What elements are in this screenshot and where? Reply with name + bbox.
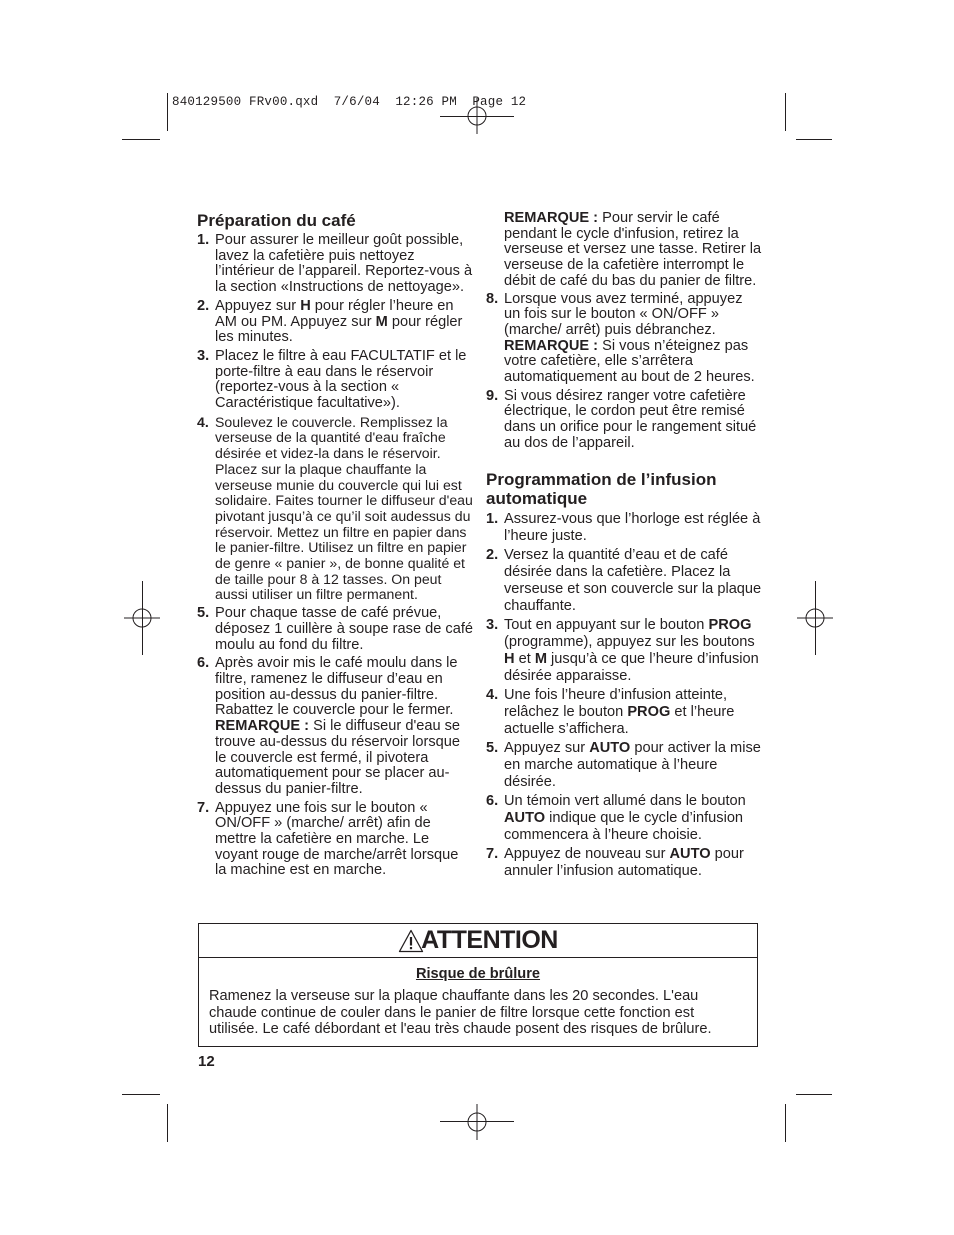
file-slug-line: 840129500 FRv00.qxd 7/6/04 12:26 PM Page 12 xyxy=(172,95,527,109)
list-item: 4. Une fois l’heure d’infusion atteinte, relâchez le bouton PROG et l’heure actuelle s’affichera. xyxy=(486,686,735,737)
list-item: 8. Lorsque vous avez terminé, appuyez un fois sur le bouton « ON/OFF » (marche/ arrêt) puis débranchez. REMARQUE : Si vous n’éteignez pas votre cafetière, elle s’arrêtera automatiquement au bout de 2 heures. xyxy=(486,290,755,386)
list-item: 6. Après avoir mis le café moulu dans le filtre, ramenez le diffuseur d’eau en position au-dessus du panier-filtre. Rabattez le couvercle pour le fermer. REMARQUE : Si le diffuseur d'eau se trouve au-dessus du réservoir lorsque le couvercle est fermé, il pivotera automatiquement pour se placer au-dessus du panier-filtre. xyxy=(197,655,461,797)
list-item: 5. Appuyez sur AUTO pour activer la mise en marche automatique à l’heure désirée. xyxy=(486,739,761,790)
list-item: 5. Pour chaque tasse de café prévue, déposez 1 cuillère à soupe rase de café moulu au fond du filtre. xyxy=(197,605,473,653)
preparation-steps-continued xyxy=(486,292,762,452)
list-item: 9. Si vous désirez ranger votre cafetière électrique, le cordon peut être remisé dans un orifice pour le rangement situé au dos de l’appareil. xyxy=(486,387,757,451)
list-item: 4. Soulevez le couvercle. Remplissez la verseuse de la quantité d'eau fraîche désirée et videz-la dans le réservoir. Placez sur la plaque chauffante la verseuse munie du couvercle qui lui est solidaire. Faites tourner le diffuseur d'eau pivotant jusqu’à ce qu’il soit audessus du réservoir. Mettez un filtre en papier dans le panier-filtre. Utilisez un filtre en papier de genre « panier », de bonne qualité et de taille pour 8 à 12 tasses. On peut aussi utiliser un filtre permanent. xyxy=(197,413,473,603)
note-serving: REMARQUE : Pour servir le café pendant le cycle d'infusion, retirez la verseuse et versez une tasse. Retirer la verseuse de la cafetière interrompt le débit de café du bas du panier de filtre. xyxy=(504,210,762,289)
attention-subtitle: Risque de brûlure xyxy=(415,966,541,982)
attention-box xyxy=(198,923,758,1047)
note-label: REMARQUE : xyxy=(215,718,310,735)
registration-mark-left-icon xyxy=(124,600,160,636)
page-number: 12 xyxy=(198,1053,215,1070)
attention-header xyxy=(199,924,757,958)
list-item: 7. Appuyez une fois sur le bouton « ON/OFF » (marche/ arrêt) afin de mettre la cafetière en marche. Le voyant rouge de marche/arrêt lorsque la machine est en marche. xyxy=(197,799,459,879)
note-label: REMARQUE : xyxy=(504,337,599,354)
list-item: 3. Tout en appuyant sur le bouton PROG (programme), appuyez sur les boutons H et M jusqu’à ce que l’heure d’infusion désirée apparaisse. xyxy=(486,616,759,684)
programmation-steps xyxy=(486,511,762,880)
list-item: 1. Assurez-vous que l’horloge est réglée à l’heure juste. xyxy=(486,510,761,544)
section-title-preparation: Préparation du café xyxy=(197,211,356,230)
attention-text: Ramenez la verseuse sur la plaque chauffante dans les 20 secondes. L'eau chaude continue de couler dans le panier de filtre lorsque cette fonction est utilisée. Le café débordant et l'eau très chaude posent des risques de brûlure. xyxy=(209,988,712,1038)
left-column xyxy=(197,211,473,882)
preparation-steps xyxy=(197,233,473,879)
list-item: 1. Pour assurer le meilleur goût possible, lavez la cafetière puis nettoyez l’intérieur de l’appareil. Reportez-vous à la section «Instructions de nettoyage». xyxy=(197,232,473,296)
registration-mark-right-icon xyxy=(797,600,833,636)
list-item: 3. Placez le filtre à eau FACULTATIF et le porte-filtre à eau dans le réservoir (reportez-vous à la section « Caractéristique facultative»). xyxy=(197,347,467,412)
list-item: 6. Un témoin vert allumé dans le bouton AUTO indique que le cycle d’infusion commencera à l’heure choisie. xyxy=(486,792,746,843)
registration-mark-bottom-icon xyxy=(459,1104,495,1140)
right-column xyxy=(486,211,762,882)
list-item: 7. Appuyez de nouveau sur AUTO pour annuler l’infusion automatique. xyxy=(486,845,744,879)
registration-mark-top-icon xyxy=(459,98,495,134)
list-item: 2. Appuyez sur H pour régler l’heure en AM ou PM. Appuyez sur M pour régler les minutes. xyxy=(197,297,463,346)
list-item: 2. Versez la quantité d’eau et de café désirée dans la cafetière. Placez la verseuse et son couvercle sur la plaque chauffante. xyxy=(486,546,762,614)
section-title-programmation: Programmation de l’infusion automatique xyxy=(486,469,717,508)
attention-title: ATTENTION xyxy=(421,926,558,954)
